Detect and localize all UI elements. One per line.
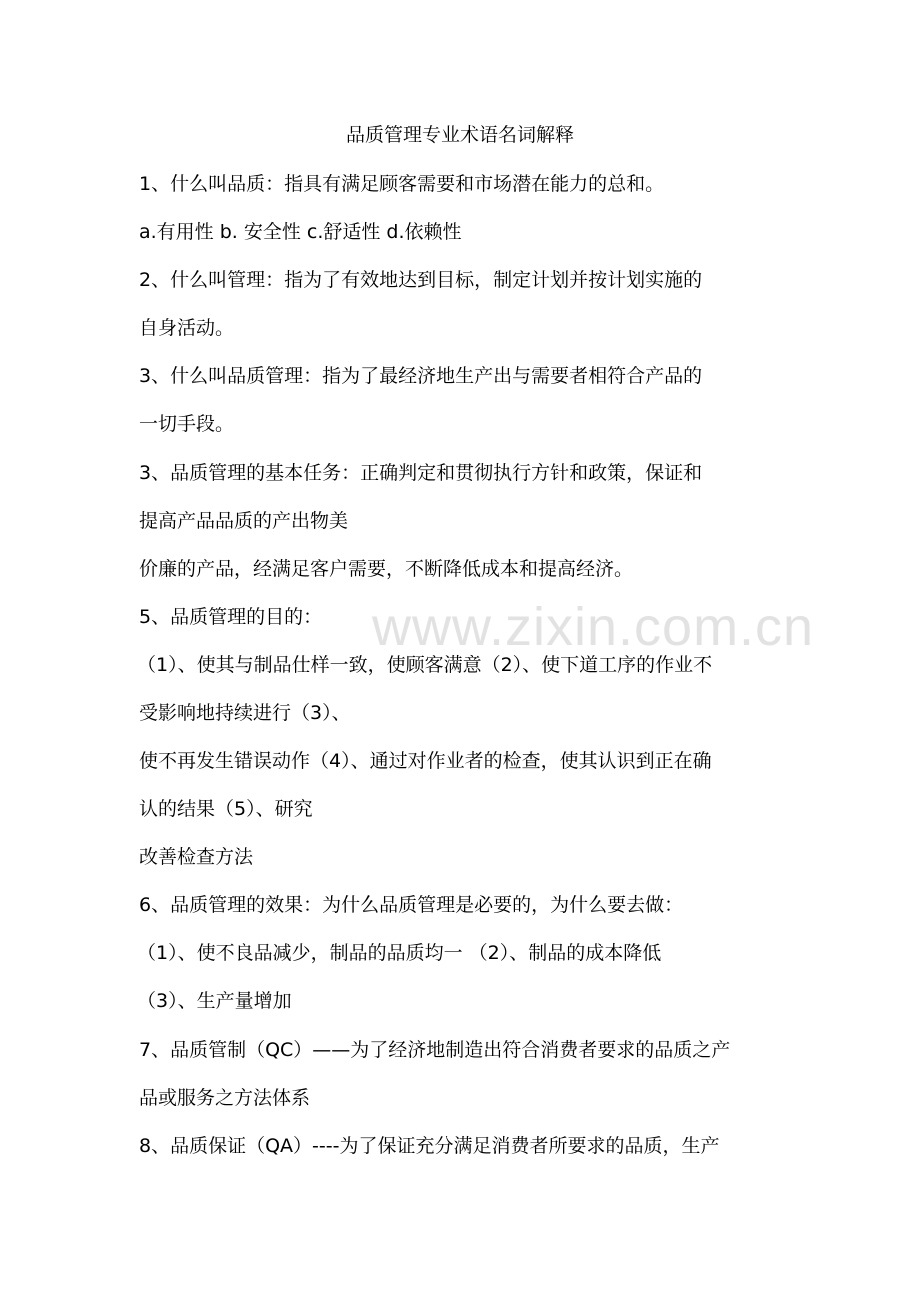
text-line: 6、品质管理的效果：为什么品质管理是必要的，为什么要去做： (139, 894, 684, 916)
text-line: 3、品质管理的基本任务：正确判定和贯彻执行方针和政策，保证和 (139, 462, 703, 484)
text-line: 受影响地持续进行（3）、 (139, 702, 351, 724)
text-line: 认的结果（5）、研究 (139, 798, 313, 820)
watermark: www.zixin.com.cn (372, 597, 815, 657)
text-line: 1、什么叫品质：指具有满足顾客需要和市场潜在能力的总和。 (139, 173, 665, 195)
text-line: 2、什么叫管理：指为了有效地达到目标，制定计划并按计划实施的 (139, 269, 703, 291)
text-line: 改善检查方法 (139, 846, 254, 868)
text-line: 提高产品品质的产出物美 (139, 510, 349, 532)
text-line: （1）、使不良品减少，制品的品质均一 （2）、制品的成本降低 (137, 942, 662, 964)
text-line: 价廉的产品，经满足客户需要，不断降低成本和提高经济。 (139, 558, 634, 580)
text-line: （3）、生产量增加 (137, 990, 292, 1012)
text-line: 5、品质管理的目的： (139, 606, 323, 628)
text-line: （1）、使其与制品仕样一致，使顾客满意（2）、使下道工序的作业不 (137, 654, 713, 676)
text-line: 7、品质管制（QC）——为了经济地制造出符合消费者要求的品质之产 (139, 1039, 731, 1061)
text-line: 一切手段。 (139, 413, 235, 435)
text-line: 使不再发生错误动作（4）、通过对作业者的检查，使其认识到正在确 (139, 750, 712, 772)
text-line: 8、品质保证（QA）----为了保证充分满足消费者所要求的品质，生产 (139, 1135, 720, 1157)
text-line: a.有用性 b. 安全性 c.舒适性 d.依赖性 (139, 221, 462, 243)
text-line: 3、什么叫品质管理：指为了最经济地生产出与需要者相符合产品的 (139, 365, 703, 387)
page-title: 品质管理专业术语名词解释 (345, 124, 574, 146)
text-line: 自身活动。 (139, 317, 235, 339)
text-line: 品或服务之方法体系 (139, 1087, 311, 1109)
